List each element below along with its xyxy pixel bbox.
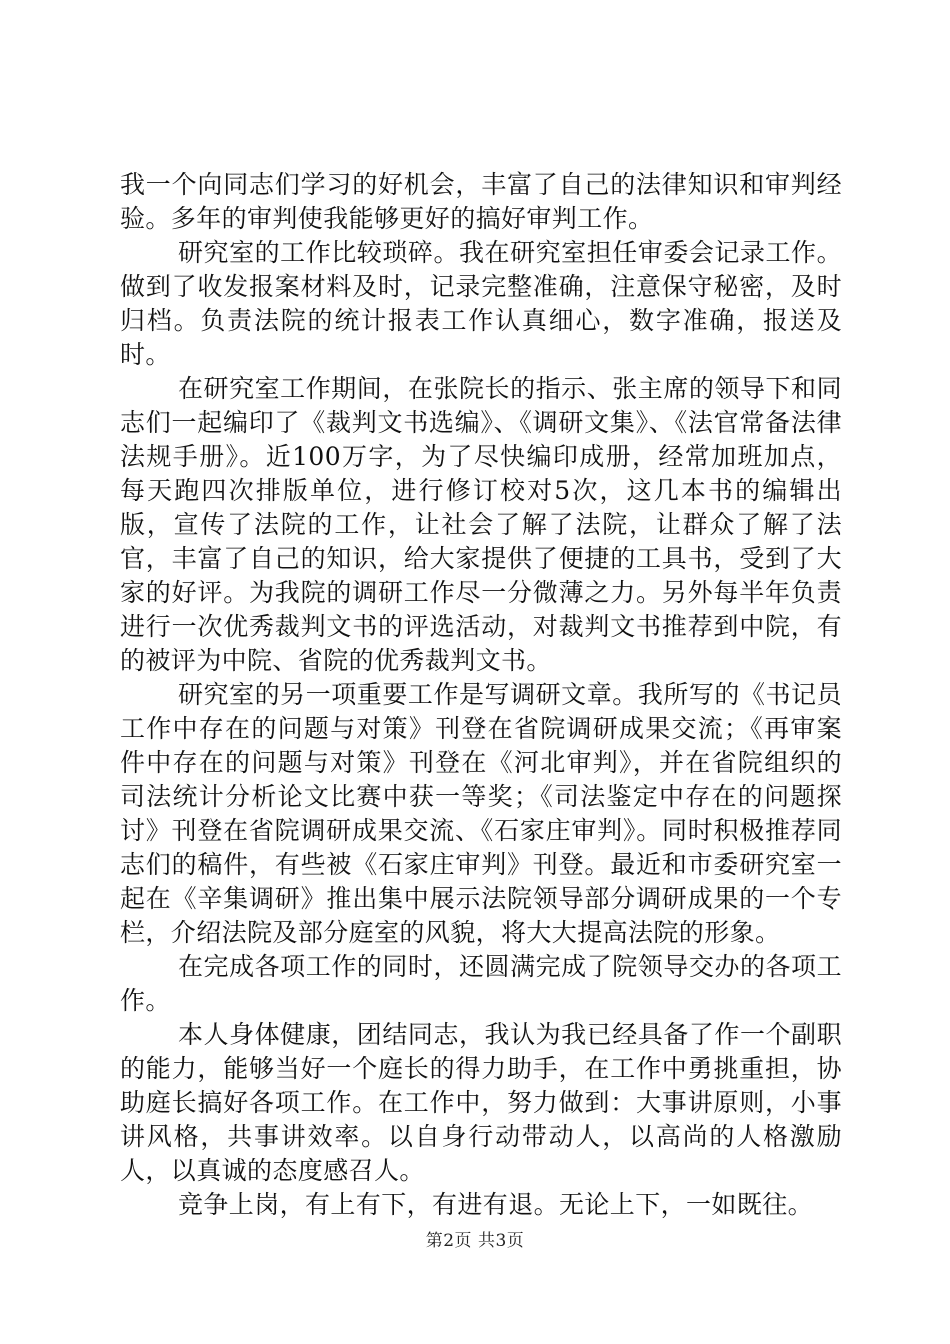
paragraph-self-assessment: 本人身体健康，团结同志，我认为我已经具备了作一个副职的能力，能够当好一个庭长的得力助手，在工作中勇挑重担，协助庭长搞好各项工作。在工作中，努力做到：大事讲原则，小事讲风格，共事讲效率。以自身行动带动人，以高尚的人格激励人，以真诚的态度感召人。: [120, 1020, 842, 1185]
paragraph-continuation: 我一个向同志们学习的好机会，丰富了自己的法律知识和审判经验。多年的审判使我能够更好的搞好审判工作。: [120, 170, 842, 233]
paragraph-book-compilation: 在研究室工作期间，在张院长的指示、张主席的领导下和同志们一起编印了《裁判文书选编》、《调研文集》、《法官常备法律法规手册》。近100万字，为了尽快编印成册，经常加班加点，每天跑四次排版单位，进行修订校对5次，这几本书的编辑出版，宣传了法院的工作，让社会了解了法院，让群众了解了法官，丰富了自己的知识，给大家提供了便捷的工具书，受到了大家的好评。为我院的调研工作尽一分微薄之力。另外每半年负责进行一次优秀裁判文书的评选活动，对裁判文书推荐到中院，有的被评为中院、省院的优秀裁判文书。: [120, 374, 842, 675]
paragraph-research-office-duties: 研究室的工作比较琐碎。我在研究室担任审委会记录工作。做到了收发报案材料及时，记录完整准确，注意保守秘密，及时归档。负责法院的统计报表工作认真细心，数字准确，报送及时。: [120, 238, 842, 369]
page-number-footer: 第2页 共3页: [425, 1231, 525, 1251]
paragraph-assigned-tasks: 在完成各项工作的同时，还圆满完成了院领导交办的各项工作。: [120, 952, 842, 1015]
document-body: [120, 168, 842, 1222]
paragraph-closing: 竞争上岗，有上有下，有进有退。无论上下，一如既往。: [178, 1190, 814, 1219]
paragraph-research-articles: 研究室的另一项重要工作是写调研文章。我所写的《书记员工作中存在的问题与对策》刊登在省院调研成果交流；《再审案件中存在的问题与对策》刊登在《河北审判》，并在省院组织的司法统计分析论文比赛中获一等奖；《司法鉴定中存在的问题探讨》刊登在省院调研成果交流、《石家庄审判》。同时积极推荐同志们的稿件，有些被《石家庄审判》刊登。最近和市委研究室一起在《辛集调研》推出集中展示法院领导部分调研成果的一个专栏，介绍法院及部分庭室的风貌，将大大提高法院的形象。: [120, 680, 842, 947]
